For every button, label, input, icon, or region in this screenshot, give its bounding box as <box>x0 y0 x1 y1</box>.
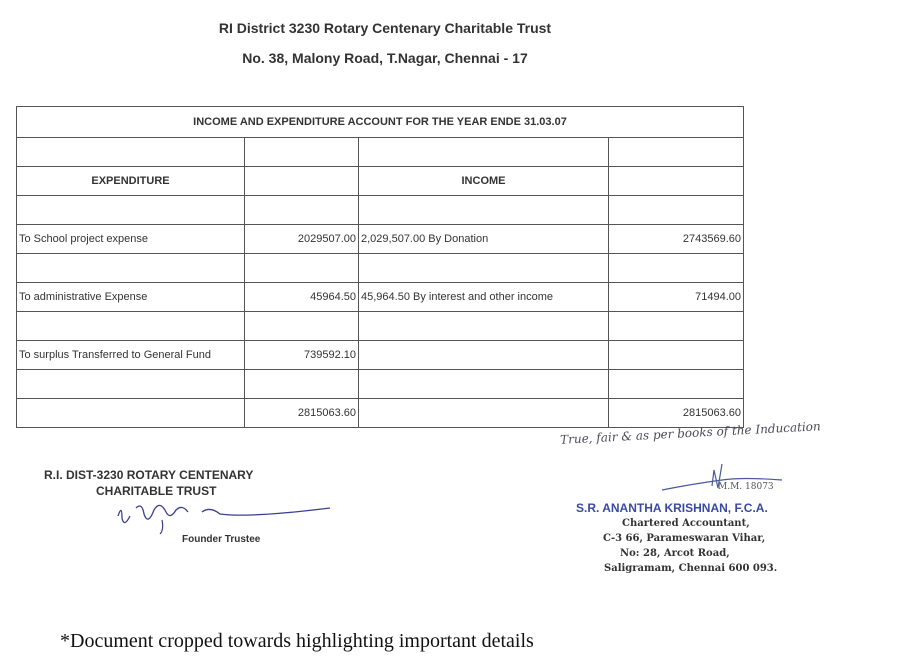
auditor-address-line2: No: 28, Arcot Road, <box>620 548 730 559</box>
income-item <box>359 341 609 370</box>
table-row <box>17 341 744 370</box>
auditor-signature <box>660 460 800 500</box>
expenditure-amount: 2029507.00 <box>245 225 359 254</box>
income-expenditure-table <box>16 106 744 428</box>
membership-number: M.M. 18073 <box>718 482 774 492</box>
expenditure-header: EXPENDITURE <box>17 167 245 196</box>
crop-footnote: *Document cropped towards highlighting important details <box>60 630 534 652</box>
expenditure-item: To surplus Transferred to General Fund <box>17 341 245 370</box>
auditor-name: S.R. ANANTHA KRISHNAN, F.C.A. <box>576 501 768 515</box>
expenditure-item: To School project expense <box>17 225 245 254</box>
table-row <box>17 225 744 254</box>
trustee-signature <box>112 498 332 538</box>
total-income: 2815063.60 <box>609 399 744 428</box>
income-item: 2,029,507.00 By Donation <box>359 225 609 254</box>
table-row <box>17 283 744 312</box>
founder-trustee-label: Founder Trustee <box>182 534 261 545</box>
expenditure-amount: 739592.10 <box>245 341 359 370</box>
total-expenditure: 2815063.60 <box>245 399 359 428</box>
expenditure-amount: 45964.50 <box>245 283 359 312</box>
auditor-title: Chartered Accountant, <box>622 518 750 529</box>
trust-address-heading: No. 38, Malony Road, T.Nagar, Chennai - 17 <box>242 50 528 66</box>
trust-name-heading: RI District 3230 Rotary Centenary Charitable Trust <box>218 20 552 36</box>
trust-signature-line1: R.I. DIST-3230 ROTARY CENTENARY <box>44 468 254 482</box>
expenditure-item: To administrative Expense <box>17 283 245 312</box>
auditor-address-line3: Saligramam, Chennai 600 093. <box>604 563 778 574</box>
table-title: INCOME AND EXPENDITURE ACCOUNT FOR THE YEAR ENDE 31.03.07 <box>17 107 744 138</box>
auditor-remark: True, fair & as per books of the Inducation <box>559 419 822 447</box>
income-amount: 71494.00 <box>609 283 744 312</box>
income-item: 45,964.50 By interest and other income <box>359 283 609 312</box>
totals-row <box>17 399 744 428</box>
income-amount <box>609 341 744 370</box>
income-amount: 2743569.60 <box>609 225 744 254</box>
trust-signature-line2: CHARITABLE TRUST <box>96 484 217 498</box>
income-header: INCOME <box>359 167 609 196</box>
auditor-address-line1: C-3 66, Parameswaran Vihar, <box>603 533 766 544</box>
